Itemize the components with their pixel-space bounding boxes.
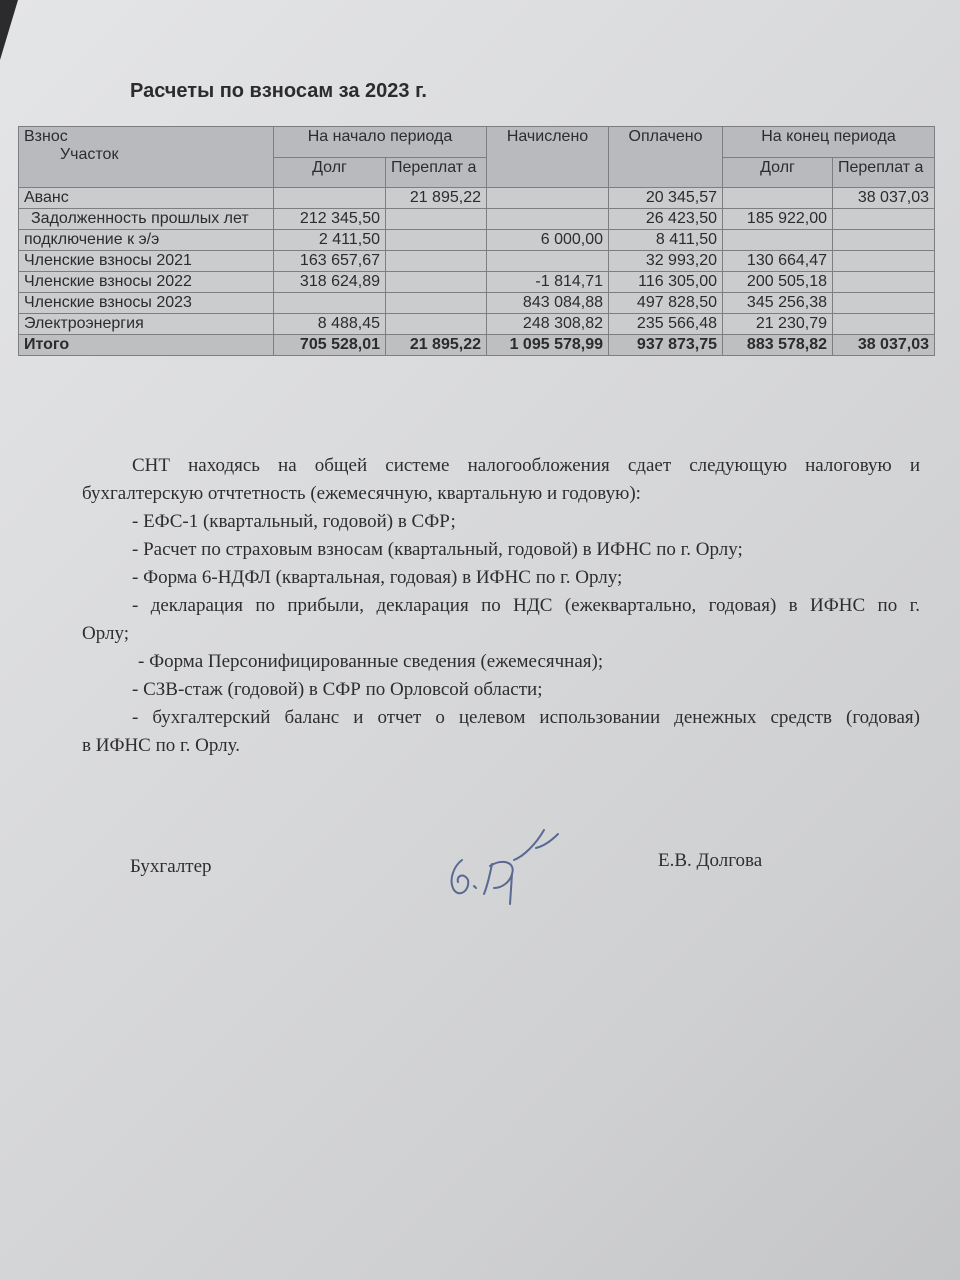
row-name: Электроэнергия <box>19 314 274 335</box>
row-name: Аванс <box>19 188 274 209</box>
total-accrued: 1 095 578,99 <box>487 335 609 356</box>
cell-accrued: 248 308,82 <box>487 314 609 335</box>
cell-end-debt: 345 256,38 <box>723 293 833 314</box>
total-end-debt: 883 578,82 <box>723 335 833 356</box>
cell-accrued <box>487 209 609 230</box>
header-vznos-uchastok <box>19 127 274 188</box>
total-end-overpay: 38 037,03 <box>833 335 935 356</box>
row-name: подключение к э/э <box>19 230 274 251</box>
intro-line-1: СНТ находясь на общей системе налогообложения сдает следующую налоговую и <box>132 455 920 476</box>
cell-start-debt: 318 624,89 <box>274 272 386 293</box>
table-row <box>19 293 935 314</box>
cell-start-debt: 163 657,67 <box>274 251 386 272</box>
cell-end-overpay <box>833 251 935 272</box>
signature-name: Е.В. Долгова <box>658 850 763 871</box>
table-row <box>19 251 935 272</box>
signature-role: Бухгалтер <box>130 856 212 877</box>
cell-paid: 20 345,57 <box>609 188 723 209</box>
header-accrued: Начислено <box>487 127 609 188</box>
cell-paid: 26 423,50 <box>609 209 723 230</box>
cell-start-debt: 8 488,45 <box>274 314 386 335</box>
fees-table <box>18 126 935 356</box>
cell-start-overpay <box>386 209 487 230</box>
list-item: - ЕФС-1 (квартальный, годовой) в СФР; <box>132 511 456 532</box>
cell-end-overpay <box>833 314 935 335</box>
total-start-overpay: 21 895,22 <box>386 335 487 356</box>
header-start-debt: Долг <box>274 157 386 188</box>
list-item: - Расчет по страховым взносам (квартальный, годовой) в ИФНС по г. Орлу; <box>132 539 743 560</box>
cell-end-overpay <box>833 230 935 251</box>
table-row <box>19 230 935 251</box>
header-start-overpay: Переплат а <box>386 157 487 188</box>
row-name: Членские взносы 2022 <box>19 272 274 293</box>
header-vznos: Взнос <box>24 128 68 145</box>
cell-end-overpay: 38 037,03 <box>833 188 935 209</box>
table-row <box>19 209 935 230</box>
row-name: Задолженность прошлых лет <box>19 209 274 230</box>
cell-start-debt <box>274 293 386 314</box>
cell-paid: 32 993,20 <box>609 251 723 272</box>
cell-end-overpay <box>833 293 935 314</box>
cell-end-debt: 21 230,79 <box>723 314 833 335</box>
header-end-debt: Долг <box>723 157 833 188</box>
cell-end-overpay <box>833 272 935 293</box>
cell-start-debt: 212 345,50 <box>274 209 386 230</box>
table-header-row <box>19 127 935 158</box>
page-title: Расчеты по взносам за 2023 г. <box>130 80 427 102</box>
list-item-continuation: в ИФНС по г. Орлу. <box>82 735 240 756</box>
cell-start-overpay <box>386 230 487 251</box>
reporting-paragraph <box>82 452 920 760</box>
cell-paid: 235 566,48 <box>609 314 723 335</box>
cell-accrued: -1 814,71 <box>487 272 609 293</box>
cell-start-overpay <box>386 293 487 314</box>
header-end-period: На конец периода <box>723 127 935 158</box>
cell-start-overpay <box>386 314 487 335</box>
cell-paid: 8 411,50 <box>609 230 723 251</box>
cell-end-overpay <box>833 209 935 230</box>
total-label: Итого <box>19 335 274 356</box>
cell-accrued <box>487 251 609 272</box>
row-name: Членские взносы 2021 <box>19 251 274 272</box>
header-start-period: На начало периода <box>274 127 487 158</box>
cell-start-overpay <box>386 272 487 293</box>
cell-start-overpay <box>386 251 487 272</box>
intro-line-2: бухгалтерскую отчтетность (ежемесячную, квартальную и годовую): <box>82 483 641 504</box>
cell-end-debt: 185 922,00 <box>723 209 833 230</box>
list-item: - декларация по прибыли, декларация по НДС (ежеквартально, годовая) в ИФНС по г. <box>132 595 920 616</box>
table-total-row <box>19 335 935 356</box>
cell-accrued <box>487 188 609 209</box>
handwritten-signature <box>440 822 580 912</box>
list-item: - Форма 6-НДФЛ (квартальная, годовая) в ИФНС по г. Орлу; <box>132 567 623 588</box>
header-paid: Оплачено <box>609 127 723 188</box>
table-row <box>19 188 935 209</box>
header-uchastok: Участок <box>60 146 119 163</box>
header-end-overpay: Переплат а <box>833 157 935 188</box>
list-item-continuation: Орлу; <box>82 623 129 644</box>
list-item: - Форма Персонифицированные сведения (ежемесячная); <box>138 651 604 672</box>
table-row <box>19 272 935 293</box>
cell-end-debt: 200 505,18 <box>723 272 833 293</box>
list-item: - СЗВ-стаж (годовой) в СФР по Орловсой области; <box>132 679 543 700</box>
cell-end-debt <box>723 230 833 251</box>
cell-accrued: 6 000,00 <box>487 230 609 251</box>
row-name: Членские взносы 2023 <box>19 293 274 314</box>
cell-end-debt: 130 664,47 <box>723 251 833 272</box>
cell-start-debt <box>274 188 386 209</box>
cell-accrued: 843 084,88 <box>487 293 609 314</box>
list-item: - бухгалтерский баланс и отчет о целевом использовании денежных средств (годовая) <box>132 707 920 728</box>
cell-end-debt <box>723 188 833 209</box>
total-paid: 937 873,75 <box>609 335 723 356</box>
cell-paid: 497 828,50 <box>609 293 723 314</box>
table-row <box>19 314 935 335</box>
dark-corner-background <box>0 0 18 60</box>
cell-start-debt: 2 411,50 <box>274 230 386 251</box>
cell-start-overpay: 21 895,22 <box>386 188 487 209</box>
cell-paid: 116 305,00 <box>609 272 723 293</box>
total-start-debt: 705 528,01 <box>274 335 386 356</box>
